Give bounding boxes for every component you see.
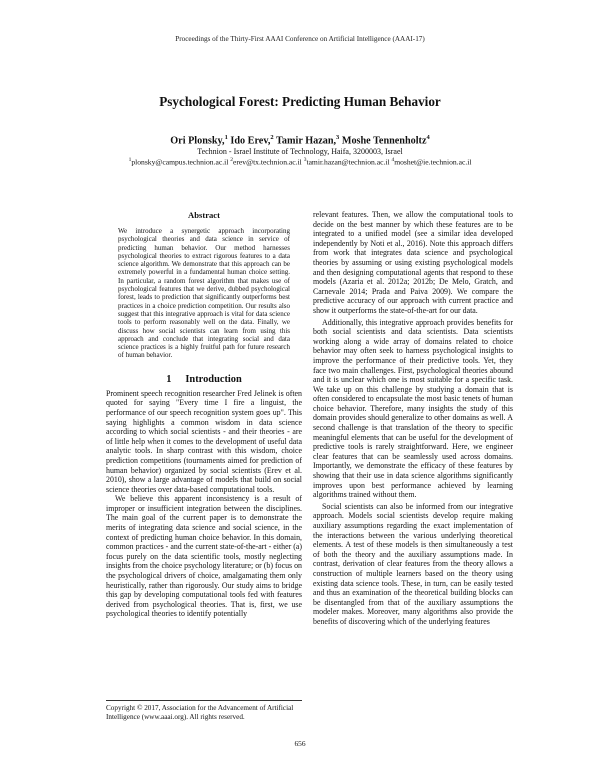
author-affil-mark: 2 <box>270 134 274 141</box>
right-column <box>313 210 513 627</box>
author-list <box>0 134 600 146</box>
abstract-heading: Abstract <box>188 210 220 220</box>
author-name: Moshe Tennenholtz <box>341 135 427 147</box>
email-address: tamir.hazan@technion.ac.il <box>306 157 390 167</box>
author-affil-mark: 1 <box>224 134 228 141</box>
email-mark: 4 <box>391 157 395 163</box>
section-heading <box>106 374 302 385</box>
body-paragraph: relevant features. Then, we allow the computational tools to decide on the best manner by which these features are to be integrated to a unified model (see a similar idea developed independently by Noti et al., 2016). Note this approach differs from work that integrates data science and psychological theories by assuming or using existing psychological models and then designing computational agents that respond to these models (Azaria et al. 2012a; 2012b; De Melo, Gratch, and Carnevale 2014; Prada and Paiva 2009). We compare the predictive accuracy of our approach with current practice and show it outperforms the state-of-the-art for our data. <box>313 210 513 315</box>
email-mark: 2 <box>230 157 234 163</box>
author-name: Ido Erev, <box>230 135 271 147</box>
email-address: moshet@ie.technion.ac.il <box>394 157 472 167</box>
section-number: 1 <box>166 373 172 385</box>
email-address: erev@tx.technion.ac.il <box>233 157 302 167</box>
copyright-notice: Copyright © 2017, Association for the Advancement of Artificial Intelligence (www.aaai.org). All rights reserved. <box>106 700 302 721</box>
author-affil-mark: 3 <box>336 134 340 141</box>
paper-title: Psychological Forest: Predicting Human Behavior <box>159 94 441 109</box>
author-name: Tamir Hazan, <box>276 135 337 147</box>
body-paragraph: Prominent speech recognition researcher Fred Jelinek is often quoted for saying "Every time I fire a linguist, the performance of our speech recognition system goes up". This saying highlights a common wisdom in data science according to which social scientists - and their theories - are of little help when it comes to the development of useful data analytic tools. In sharp contrast with this wisdom, choice prediction competitions (tournaments aimed for prediction of human behavior) organized by social scientists (Erev et al. 2010), show a large advantage of models that build on social science theories over data-based computational tools. <box>106 388 302 494</box>
proceedings-header: Proceedings of the Thirty-First AAAI Conference on Artificial Intelligence (AAAI-17) <box>175 35 425 43</box>
section-title: Introduction <box>185 373 242 385</box>
page-number: 656 <box>294 739 306 748</box>
email-mark: 3 <box>303 157 307 163</box>
email-address: plonsky@campus.technion.ac.il <box>131 157 229 167</box>
body-paragraph: Additionally, this integrative approach provides benefits for both social scientists and data scientists. Data scientists working along a wide array of domains related to choice behavior may often seek to harness psychological insights to improve the performance of their predictive tools. Yet, they face two main challenges. First, psychological theories abound and it is unclear which one is most suitable for a specific task. We take up on this challenge by studying a domain that is often considered to encapsulate the most basic tenets of human choice behavior. Therefore, many insights the study of this domain provides should generalize to other domains as well. A second challenge is that translation of the theory to specific meaningful elements that can be useful for the development of predictive tools is rarely straightforward. Here, we engineer clear features that can be seamlessly used across domains. Importantly, we demonstrate the efficacy of these features by showing that their use in data science algorithms significantly improves upon best performance achieved by learning algorithms trained without them. <box>313 317 513 500</box>
author-name: Ori Plonsky, <box>170 135 225 147</box>
author-affil-mark: 4 <box>426 134 430 141</box>
left-column <box>106 210 302 619</box>
abstract-text: We introduce a synergetic approach incorporating psychological theories and data science in service of predicting human behavior. Our method harnesses psychological theories to extract rigorous features to a data science algorithm. We demonstrate that this approach can be extremely powerful in a fundamental human choice setting. In particular, a random forest algorithm that makes use of psychological features that we derive, dubbed psychological forest, leads to prediction that significantly outperforms best practices in a choice prediction competition. Our results also suggest that this integrative approach is vital for data science tools to perform reasonably well on the data. Finally, we discuss how social scientists can learn from using this approach and conclude that integrating social and data science practices is a highly fruitful path for future research of human behavior. <box>118 227 290 360</box>
body-paragraph: Social scientists can also be informed from our integrative approach. Models social scientists develop require making auxiliary assumptions regarding the exact implementation of the interactions between the various underlying theoretical elements. A test of these models is then simultaneously a test of both the theory and the auxiliary assumptions made. In contrast, derivation of clear features from the theory allows a construction of multiple learners based on the theory using existing data science tools. These, in turn, can be easily tested and thus an examination of the theoretical building blocks can be disentangled from that of the auxiliary assumptions the modeler makes. Moreover, many algorithms also provide the benefits of discovering which of the underlying features <box>313 501 513 626</box>
affiliation: Technion - Israel Institute of Technology, Haifa, 3200003, Israel <box>197 147 403 156</box>
email-list <box>0 157 600 167</box>
body-paragraph: We believe this apparent inconsistency is a result of improper or insufficient integration between the disciplines. The main goal of the current paper is to demonstrate the merits of integrating data science and social science, in the context of predicting human choice behavior. In this domain, common practices - and the current state-of-the-art - either (a) focus purely on the data scientific tools, mostly neglecting insights from the choice psychology literature; or (b) focus on the psychological drivers of choice, amalgamating them only heuristically, rather than rigorously. Our study aims to bridge this gap by developing computational tools fed with features derived from psychological theories. That is, first, we use psychological theories to identify potentially <box>106 494 302 619</box>
email-mark: 1 <box>128 157 132 163</box>
